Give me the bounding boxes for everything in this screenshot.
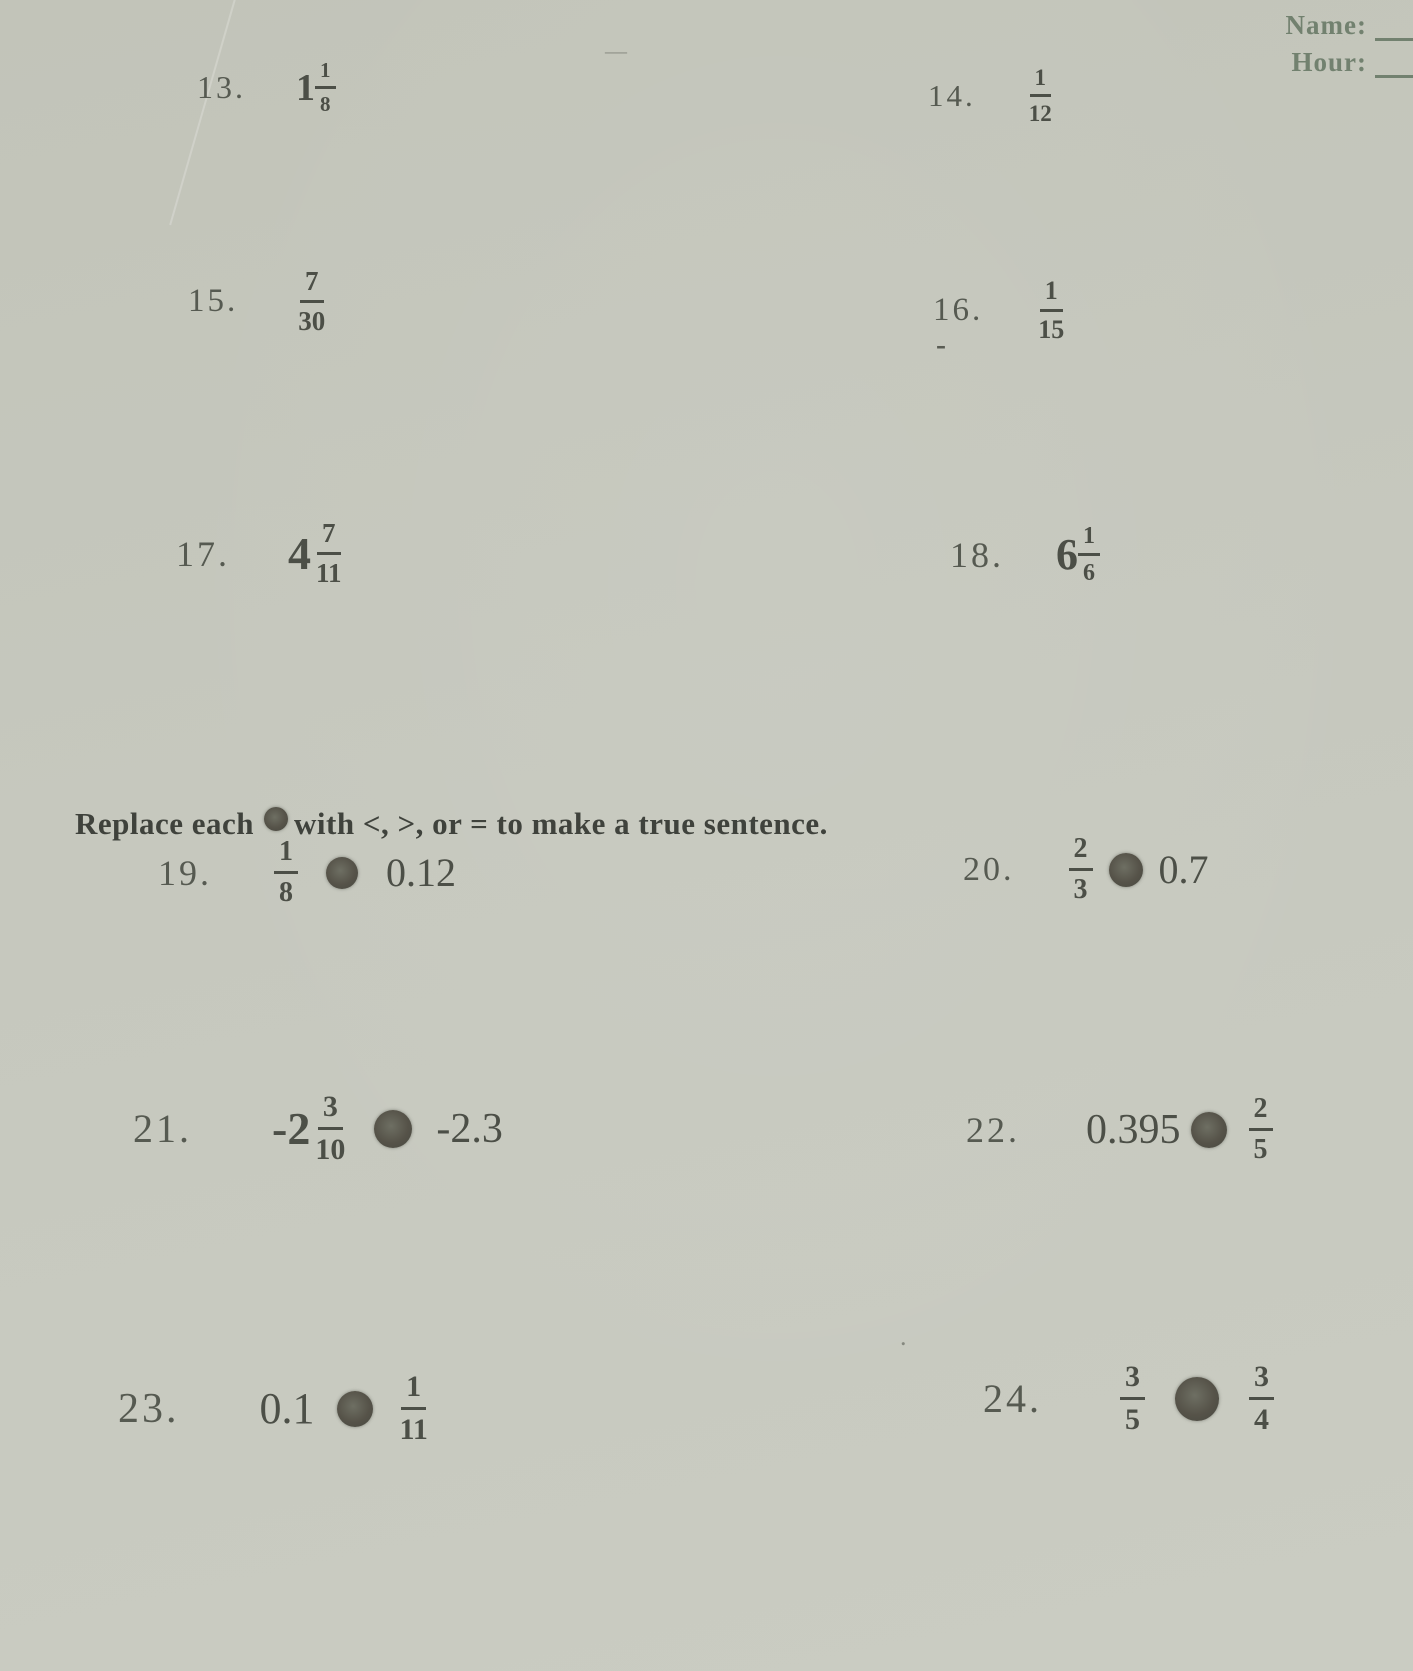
numerator: 3 xyxy=(1120,1362,1145,1400)
problem-number: 24. xyxy=(983,1376,1042,1421)
numerator: 1 xyxy=(1078,524,1100,556)
problem-number: 21. xyxy=(133,1106,192,1151)
numerator: 7 xyxy=(300,268,324,303)
comparison-dot-icon xyxy=(1191,1112,1227,1148)
comparison-dot-icon xyxy=(337,1391,373,1427)
fraction xyxy=(1024,66,1057,125)
whole-number: 6 xyxy=(1056,529,1078,579)
problem-number: 14. xyxy=(928,77,976,113)
hour-blank-line xyxy=(1375,51,1413,78)
decimal-value: 0.7 xyxy=(1158,846,1209,892)
fraction xyxy=(311,520,347,587)
problem-number: 23. xyxy=(118,1385,180,1432)
numerator: 2 xyxy=(1069,835,1093,871)
problem-15 xyxy=(188,268,330,335)
problem-22 xyxy=(966,1095,1273,1164)
name-label: Name: xyxy=(1285,10,1367,40)
problem-14 xyxy=(928,66,1057,125)
numerator: 1 xyxy=(274,838,298,874)
fraction xyxy=(274,838,298,907)
problem-24 xyxy=(983,1362,1274,1435)
problem-20 xyxy=(963,835,1209,904)
problem-number: 18. xyxy=(950,534,1004,575)
numerator: 2 xyxy=(1249,1095,1273,1131)
whole-number: -2 xyxy=(272,1102,311,1154)
problem-number: 22. xyxy=(966,1109,1020,1150)
numerator: 1 xyxy=(1040,278,1063,312)
problem-17 xyxy=(176,520,347,587)
instruction-text-after: with <, >, or = to make a true sentence. xyxy=(294,806,828,841)
problem-number: 17. xyxy=(176,533,230,574)
denominator: 12 xyxy=(1028,101,1052,126)
denominator: 8 xyxy=(279,877,293,908)
comparison-dot-icon xyxy=(264,807,288,831)
denominator: 8 xyxy=(320,92,331,116)
mixed-number xyxy=(272,1092,350,1165)
whole-number: 4 xyxy=(288,527,311,579)
fraction xyxy=(1069,835,1093,904)
problem-number: 19. xyxy=(158,852,212,893)
instruction-text-before: Replace each xyxy=(75,806,255,841)
denominator: 4 xyxy=(1254,1403,1269,1436)
problem-21 xyxy=(133,1092,503,1165)
numerator: 1 xyxy=(401,1372,426,1410)
denominator: 5 xyxy=(1253,1134,1268,1165)
mixed-number xyxy=(1056,524,1100,585)
whole-number: 1 xyxy=(296,66,315,109)
problem-19 xyxy=(158,838,456,907)
comparison-dot-icon xyxy=(1175,1377,1219,1421)
problem-number: 13. xyxy=(197,69,246,105)
problem-13 xyxy=(197,60,336,115)
scan-artifact-dash-under-16: - xyxy=(936,328,946,361)
fraction xyxy=(1078,524,1100,585)
problem-18 xyxy=(950,524,1100,585)
name-hour-block xyxy=(1286,10,1413,84)
fraction xyxy=(1120,1362,1145,1435)
fraction xyxy=(1249,1362,1274,1435)
problem-23 xyxy=(118,1372,433,1445)
denominator: 30 xyxy=(298,306,326,336)
numerator: 1 xyxy=(315,60,336,89)
denominator: 10 xyxy=(315,1133,346,1166)
numerator: 7 xyxy=(317,520,341,555)
decimal-value: 0.12 xyxy=(386,849,456,895)
decimal-value: 0.395 xyxy=(1086,1106,1181,1153)
hour-label: Hour: xyxy=(1291,47,1367,77)
denominator: 5 xyxy=(1125,1403,1140,1436)
instruction-line xyxy=(75,806,828,842)
numerator: 3 xyxy=(1249,1362,1274,1400)
denominator: 3 xyxy=(1073,874,1088,905)
fraction xyxy=(310,1092,350,1165)
fraction xyxy=(293,268,330,335)
problem-number: 16. xyxy=(933,292,984,328)
denominator: 11 xyxy=(399,1413,428,1446)
denominator: 6 xyxy=(1083,560,1095,586)
comparison-dot-icon xyxy=(1109,853,1143,887)
scan-artifact-dot: . xyxy=(900,1322,907,1351)
problem-number: 20. xyxy=(963,850,1015,888)
comparison-dot-icon xyxy=(374,1110,412,1148)
denominator: 15 xyxy=(1038,315,1065,344)
numerator: 3 xyxy=(318,1092,343,1130)
fraction xyxy=(1249,1095,1273,1164)
name-blank-line xyxy=(1375,14,1413,41)
problem-number: 15. xyxy=(188,283,239,319)
fraction xyxy=(315,60,336,115)
scan-artifact-dash: — xyxy=(605,38,627,63)
denominator: 11 xyxy=(316,558,342,588)
mixed-number xyxy=(296,60,336,115)
comparison-dot-icon xyxy=(326,857,358,889)
mixed-number xyxy=(288,520,347,587)
fraction xyxy=(1033,278,1069,343)
problem-16 xyxy=(933,278,1069,343)
fraction xyxy=(395,1372,433,1445)
numerator: 1 xyxy=(1030,66,1052,97)
decimal-value: 0.1 xyxy=(259,1383,315,1433)
decimal-value: -2.3 xyxy=(436,1105,503,1152)
